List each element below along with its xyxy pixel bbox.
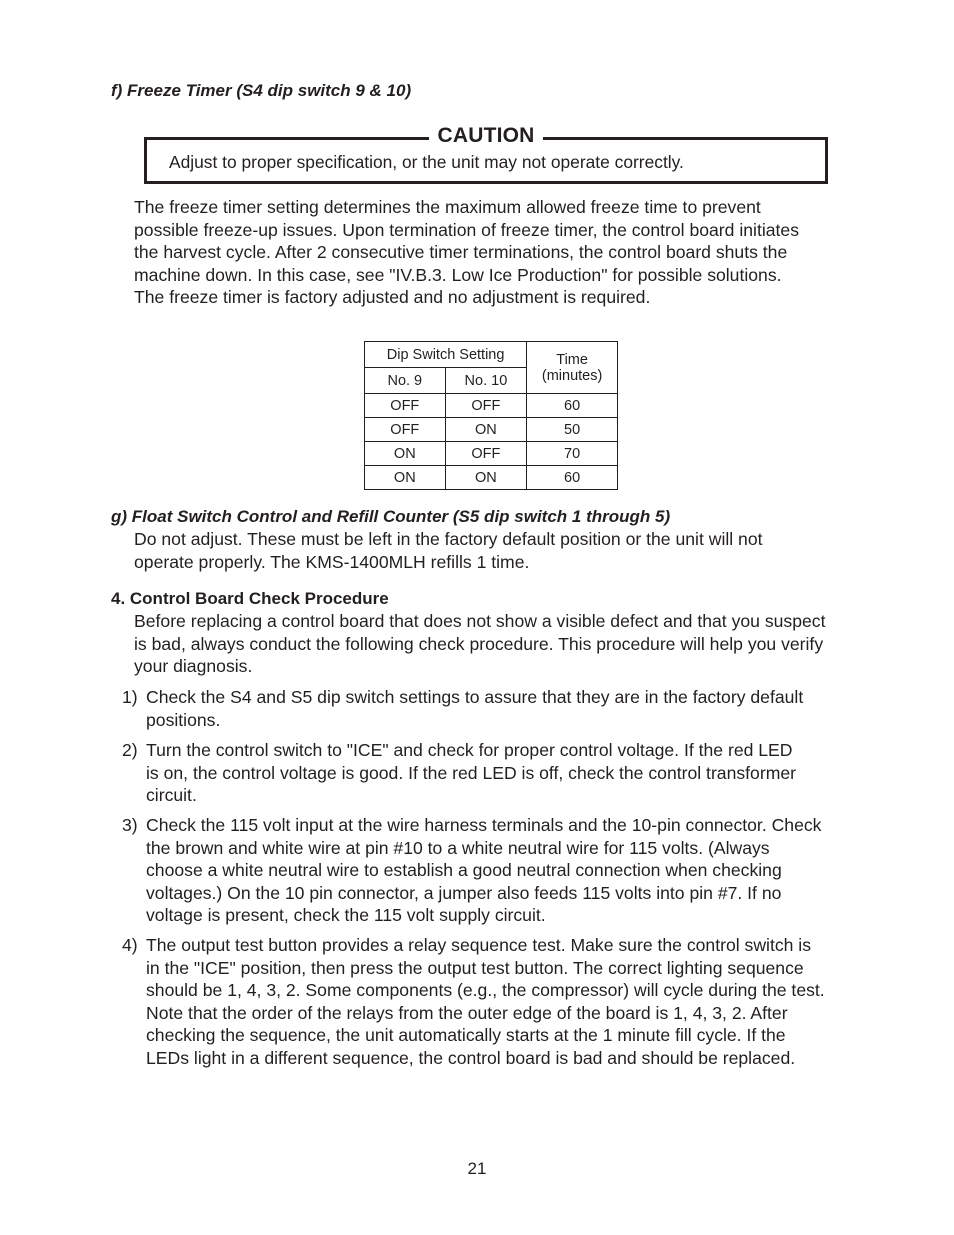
no9-header: No. 9 <box>365 368 446 394</box>
section-f-heading: f) Freeze Timer (S4 dip switch 9 & 10) <box>111 81 412 100</box>
caution-title-text: CAUTION <box>429 124 542 147</box>
step-number: 1) <box>122 687 138 707</box>
caution-box <box>144 124 828 184</box>
time-header-line2: (minutes) <box>541 367 603 384</box>
paragraph-line: The freeze timer is factory adjusted and no adjustment is required. <box>134 287 651 307</box>
table-row <box>365 466 618 490</box>
step-line: the brown and white wire at pin #10 to a white neutral wire for 115 volts. (Always <box>146 837 770 858</box>
section-4-heading: 4. Control Board Check Procedure <box>111 589 389 608</box>
caution-text: Adjust to proper specification, or the unit may not operate correctly. <box>169 152 684 172</box>
control-board-intro <box>134 610 825 678</box>
step-line: is on, the control voltage is good. If the red LED is off, check the control transformer <box>146 762 796 783</box>
table-cell: 70 <box>527 442 618 466</box>
paragraph-line: the harvest cycle. After 2 consecutive timer terminations, the control board shuts the <box>134 242 788 262</box>
section-g-heading: g) Float Switch Control and Refill Counter (S5 dip switch 1 through 5) <box>111 507 671 526</box>
caution-title <box>147 124 825 148</box>
dip-switch-setting-header: Dip Switch Setting <box>365 342 527 368</box>
paragraph-line: operate properly. The KMS-1400MLH refills 1 time. <box>134 551 530 572</box>
table-cell: OFF <box>365 418 446 442</box>
table-row <box>365 442 618 466</box>
paragraph-line: Before replacing a control board that does not show a visible defect and that you suspect <box>134 611 826 631</box>
list-item <box>122 686 882 731</box>
step-number: 2) <box>122 740 138 760</box>
freeze-timer-table <box>364 341 618 490</box>
freeze-timer-paragraph <box>134 196 799 309</box>
list-item <box>122 739 882 807</box>
step-line: LEDs light in a different sequence, the control board is bad and should be replaced. <box>146 1047 796 1068</box>
table-cell: ON <box>365 442 446 466</box>
step-line: circuit. <box>146 785 197 805</box>
list-item <box>122 814 882 927</box>
list-item <box>122 934 882 1069</box>
step-number: 4) <box>122 935 138 955</box>
table-cell: ON <box>445 418 527 442</box>
paragraph-line: machine down. In this case, see "IV.B.3. Low Ice Production" for possible solutions. <box>134 264 782 285</box>
step-line: Check the 115 volt input at the wire harness terminals and the 10-pin connector. Check <box>146 815 822 835</box>
time-header <box>527 342 618 394</box>
step-number: 3) <box>122 815 138 835</box>
step-line: voltage is present, check the 115 volt supply circuit. <box>146 905 546 925</box>
no10-header: No. 10 <box>445 368 527 394</box>
step-line: The output test button provides a relay sequence test. Make sure the control switch is <box>146 935 812 955</box>
table-row <box>365 394 618 418</box>
paragraph-line: Do not adjust. These must be left in the factory default position or the unit will not <box>134 529 763 549</box>
step-line: Check the S4 and S5 dip switch settings to assure that they are in the factory default <box>146 687 804 707</box>
table-cell: OFF <box>365 394 446 418</box>
step-line: choose a white neutral wire to establish a good neutral connection when checking <box>146 860 782 880</box>
float-switch-paragraph <box>134 528 763 573</box>
step-line: voltages.) On the 10 pin connector, a jumper also feeds 115 volts into pin #7. If no <box>146 882 782 903</box>
table-cell: 60 <box>527 394 618 418</box>
step-line: in the "ICE" position, then press the output test button. The correct lighting sequence <box>146 957 804 978</box>
step-line: should be 1, 4, 3, 2. Some components (e.g., the compressor) will cycle during the test. <box>146 980 825 1000</box>
step-line: Turn the control switch to "ICE" and check for proper control voltage. If the red LED <box>146 740 793 760</box>
table-cell: ON <box>445 466 527 490</box>
step-line: checking the sequence, the unit automatically starts at the 1 minute fill cycle. If the <box>146 1025 786 1045</box>
time-header-line1: Time <box>556 351 588 368</box>
paragraph-line: The freeze timer setting determines the maximum allowed freeze time to prevent <box>134 197 761 217</box>
paragraph-line: possible freeze-up issues. Upon termination of freeze timer, the control board initiates <box>134 219 799 240</box>
table-cell: 50 <box>527 418 618 442</box>
table-cell: ON <box>365 466 446 490</box>
step-line: Note that the order of the relays from the outer edge of the board is 1, 4, 3, 2. After <box>146 1002 788 1023</box>
table-cell: OFF <box>445 394 527 418</box>
page-number: 21 <box>467 1159 487 1178</box>
table-row <box>365 418 618 442</box>
table-cell: 60 <box>527 466 618 490</box>
step-line: positions. <box>146 709 221 730</box>
table-cell: OFF <box>445 442 527 466</box>
paragraph-line: is bad, always conduct the following check procedure. This procedure will help you verify <box>134 633 824 654</box>
paragraph-line: your diagnosis. <box>134 656 253 676</box>
